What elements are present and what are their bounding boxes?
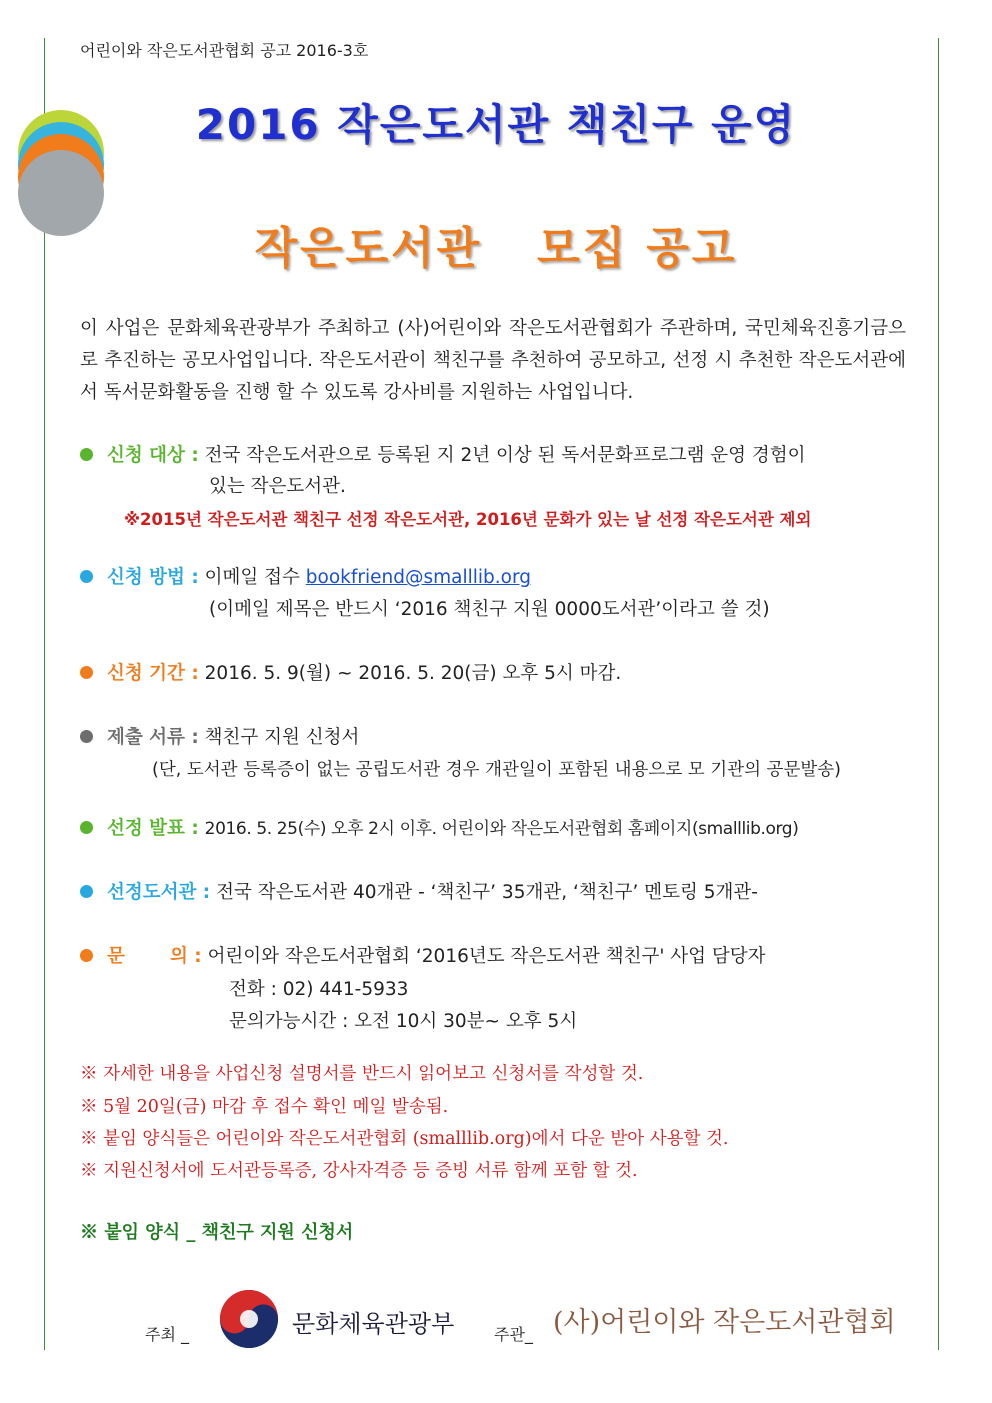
method-label: 신청 방법 : (107, 567, 199, 588)
inquiry-label: 문 의 : (107, 946, 202, 967)
note-3: ※ 붙임 양식들은 어린이와 작은도서관협회 (smalllib.org)에서 다운 받아 사용할 것. (80, 1129, 729, 1149)
target-exclusion: ※2015년 작은도서관 책친구 선정 작은도서관, 2016년 문화가 있는 날 선정 작은도서관 제외 (124, 510, 812, 529)
section-method (80, 563, 531, 593)
bullet-green-icon (80, 821, 93, 834)
section-announce (80, 814, 798, 844)
section-target (80, 441, 806, 471)
note-4: ※ 지원신청서에 도서관등록증, 강사자격증 등 증빙 서류 함께 포함 할 것. (80, 1161, 638, 1181)
ministry-logo-icon (218, 1288, 280, 1350)
intro-paragraph: 이 사업은 문화체육관광부가 주최하고 (사)어린이와 작은도서관협회가 주관하며, 국민체육진흥기금으로 추진하는 공모사업입니다. 작은도서관이 책친구를 추천하여 공모하고, 선정 시 추천한 작은도서관에서 독서문화활동을 진행 할 수 있도록 강사비를 지원하는 사업입니다. (80, 318, 906, 403)
selected-text: 전국 작은도서관 40개관 - ‘책친구’ 35개관, ‘책친구’ 멘토링 5개관- (216, 882, 758, 903)
page-title: 2016 작은도서관 책친구 운영 (195, 100, 797, 149)
target-label: 신청 대상 : (107, 445, 199, 466)
bullet-green-icon (80, 448, 93, 461)
section-inquiry (80, 942, 766, 972)
section-documents (80, 723, 359, 753)
section-period (80, 659, 621, 689)
target-text-cont: 있는 작은도서관. (209, 476, 346, 497)
attachment-note: ※ 붙임 양식 _ 책친구 지원 신청서 (80, 1222, 354, 1243)
inquiry-text: 어린이와 작은도서관협회 ‘2016년도 작은도서관 책친구' 사업 담당자 (207, 946, 766, 967)
ministry-name: 문화체육관광부 (292, 1310, 455, 1338)
method-note: (이메일 제목은 반드시 ‘2016 책친구 지원 0000도서관’이라고 쓸 것) (209, 599, 770, 620)
host-label: 주최 _ (145, 1325, 189, 1344)
page-subtitle: 작은도서관 모집 공고 (254, 223, 738, 274)
documents-label: 제출 서류 : (107, 727, 199, 748)
documents-text: 책친구 지원 신청서 (204, 727, 360, 748)
selected-label: 선정도서관 : (107, 882, 211, 903)
organizer-logo: (사)어린이와 작은도서관협회 (553, 1307, 896, 1338)
section-selected (80, 878, 758, 908)
email-link[interactable]: bookfriend@smalllib.org (305, 567, 532, 588)
period-label: 신청 기간 : (107, 663, 199, 684)
documents-note: (단, 도서관 등록증이 없는 공립도서관 경우 개관일이 포함된 내용으로 모 기관의 공문발송) (152, 760, 841, 780)
announce-label: 선정 발표 : (107, 818, 199, 839)
inquiry-phone: 전화 : 02) 441-5933 (229, 979, 409, 1000)
note-1: ※ 자세한 내용을 사업신청 설명서를 반드시 읽어보고 신청서를 작성할 것. (80, 1064, 644, 1084)
bullet-gray-icon (80, 730, 93, 743)
bullet-blue-icon (80, 570, 93, 583)
method-text: 이메일 접수 (204, 567, 300, 588)
organizer-label: 주관_ (494, 1325, 533, 1344)
target-text: 전국 작은도서관으로 등록된 지 2년 이상 된 독서문화프로그램 운영 경험이 (204, 445, 806, 466)
bullet-orange-icon (80, 666, 93, 679)
inquiry-hours: 문의가능시간 : 오전 10시 30분~ 오후 5시 (229, 1011, 578, 1032)
bullet-orange-icon (80, 949, 93, 962)
period-text: 2016. 5. 9(월) ~ 2016. 5. 20(금) 오후 5시 마감. (204, 663, 622, 684)
notice-number: 어린이와 작은도서관협회 공고 2016-3호 (80, 41, 369, 60)
announce-text: 2016. 5. 25(수) 오후 2시 이후. 어린이와 작은도서관협회 홈페이지(smalllib.org) (204, 819, 799, 839)
bullet-blue-icon (80, 885, 93, 898)
note-2: ※ 5월 20일(금) 마감 후 접수 확인 메일 발송됨. (80, 1097, 449, 1117)
